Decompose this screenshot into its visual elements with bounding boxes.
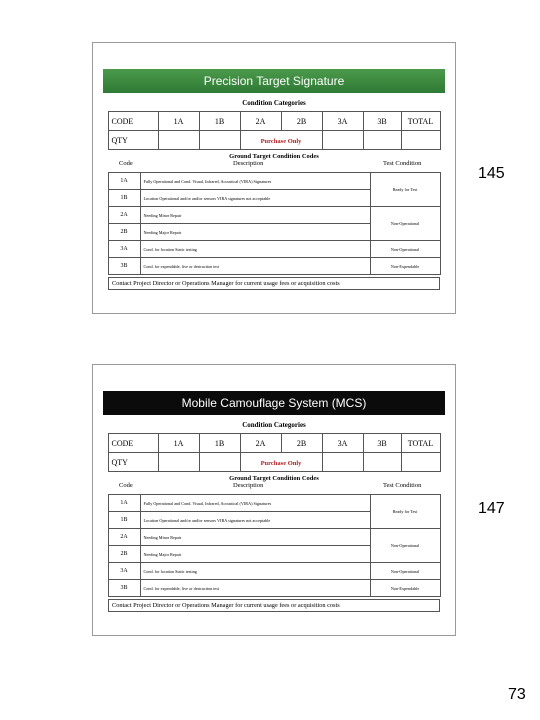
col-code-header: Code (119, 160, 133, 167)
table-row (108, 453, 440, 472)
table-row (108, 207, 440, 224)
description-cell: Fully Operational and Cond. Visual, Infrared, Acoustical (VIRA) Signatures (140, 495, 370, 512)
header-cell: 1A (158, 434, 199, 453)
header-cell: 3A (322, 112, 363, 131)
qty-cell (363, 131, 401, 150)
col-description-header: Description (233, 482, 264, 489)
page-number: 73 (508, 686, 526, 703)
code-cell: 3A (108, 563, 140, 580)
qty-cell (363, 453, 401, 472)
code-cell: 1A (108, 495, 140, 512)
slide-title: Mobile Camouflage System (MCS) (103, 391, 445, 415)
categories-title: Condition Categories (242, 421, 306, 429)
header-cell: 2B (281, 434, 322, 453)
code-cell: 3B (108, 580, 140, 597)
test-condition-cell: Ready for Test (370, 173, 440, 207)
header-cell: CODE (108, 434, 158, 453)
slide-frame (92, 364, 456, 636)
condition-codes-table (108, 172, 441, 275)
description-cell: Location Operational and/or and/or sensors VIRA signatures not acceptable (140, 190, 370, 207)
test-condition-cell: Non-Operational (370, 207, 440, 241)
slide-title: Precision Target Signature (103, 69, 445, 93)
code-cell: 2B (108, 224, 140, 241)
code-cell: 2A (108, 207, 140, 224)
slide-number: 147 (478, 500, 505, 517)
code-cell: 1A (108, 173, 140, 190)
test-condition-cell: Non-Expendable (370, 258, 440, 275)
col-test-header: Test Condition (383, 160, 422, 167)
header-cell: 2B (281, 112, 322, 131)
qty-cell (199, 131, 240, 150)
code-cell: 2B (108, 546, 140, 563)
table-row (108, 580, 440, 597)
qty-cell (158, 453, 199, 472)
description-cell: Needing Minor Repair (140, 207, 370, 224)
codes-header (103, 160, 445, 171)
header-cell: 1B (199, 112, 240, 131)
condition-codes-table (108, 494, 441, 597)
qty-label: QTY (108, 453, 158, 472)
table-row (108, 495, 440, 512)
header-cell: TOTAL (401, 434, 440, 453)
slide-frame (92, 42, 456, 314)
code-cell: 2A (108, 529, 140, 546)
description-cell: Needing Major Repair (140, 546, 370, 563)
categories-title: Condition Categories (242, 99, 306, 107)
header-cell: 3A (322, 434, 363, 453)
description-cell: Needing Major Repair (140, 224, 370, 241)
table-row (108, 131, 440, 150)
table-row (108, 258, 440, 275)
slide (103, 69, 445, 290)
header-cell: CODE (108, 112, 158, 131)
qty-cell (401, 131, 440, 150)
codes-title: Ground Target Condition Codes (229, 153, 319, 160)
test-condition-cell: Non-Operational (370, 529, 440, 563)
description-cell: Fully Operational and Cond. Visual, Infrared, Acoustical (VIRA) Signatures (140, 173, 370, 190)
contact-note: Contact Project Director or Operations Manager for current usage fees or acquisition costs (108, 599, 440, 612)
qty-cell (199, 453, 240, 472)
purchase-only-cell (240, 131, 322, 150)
qty-cell (322, 131, 363, 150)
table-row (108, 434, 440, 453)
condition-categories-table (108, 433, 441, 472)
qty-cell (401, 453, 440, 472)
description-cell: Cond. for expendable, live or destruction test (140, 580, 370, 597)
col-test-header: Test Condition (383, 482, 422, 489)
table-row (108, 112, 440, 131)
header-cell: 3B (363, 112, 401, 131)
codes-title: Ground Target Condition Codes (229, 475, 319, 482)
codes-header (103, 482, 445, 493)
purchase-label: Purchase Only (260, 459, 302, 467)
header-cell: 2A (240, 112, 281, 131)
test-condition-cell: Ready for Test (370, 495, 440, 529)
description-cell: Cond. for location Static testing (140, 241, 370, 258)
table-row (108, 529, 440, 546)
table-row (108, 563, 440, 580)
code-cell: 3A (108, 241, 140, 258)
code-cell: 1B (108, 512, 140, 529)
col-description-header: Description (233, 160, 264, 167)
code-cell: 3B (108, 258, 140, 275)
test-condition-cell: Non-Operational (370, 563, 440, 580)
table-row (108, 241, 440, 258)
slide-number: 145 (478, 165, 505, 182)
header-cell: TOTAL (401, 112, 440, 131)
qty-cell (158, 131, 199, 150)
code-cell: 1B (108, 190, 140, 207)
description-cell: Location Operational and/or and/or sensors VIRA signatures not acceptable (140, 512, 370, 529)
slide (103, 391, 445, 612)
test-condition-cell: Non-Operational (370, 241, 440, 258)
contact-note: Contact Project Director or Operations Manager for current usage fees or acquisition costs (108, 277, 440, 290)
col-code-header: Code (119, 482, 133, 489)
header-cell: 2A (240, 434, 281, 453)
description-cell: Needing Minor Repair (140, 529, 370, 546)
description-cell: Cond. for location Static testing (140, 563, 370, 580)
description-cell: Cond. for expendable, live or destruction test (140, 258, 370, 275)
condition-categories-table (108, 111, 441, 150)
header-cell: 1A (158, 112, 199, 131)
test-condition-cell: Non-Expendable (370, 580, 440, 597)
purchase-label: Purchase Only (260, 137, 302, 145)
header-cell: 3B (363, 434, 401, 453)
qty-cell (322, 453, 363, 472)
header-cell: 1B (199, 434, 240, 453)
qty-label: QTY (108, 131, 158, 150)
purchase-only-cell (240, 453, 322, 472)
table-row (108, 173, 440, 190)
